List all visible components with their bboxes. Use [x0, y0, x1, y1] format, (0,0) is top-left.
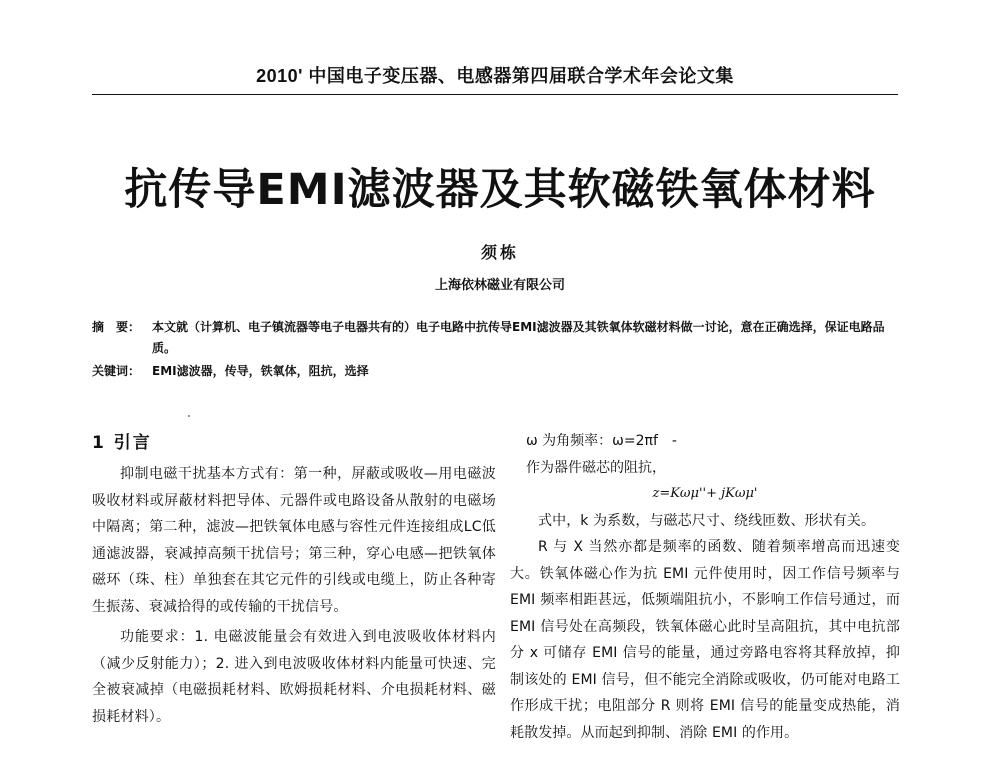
keywords-text: EMI滤波器，传导，铁氧体，阻抗，选择 [152, 364, 369, 378]
section-heading: 1 引言 [92, 433, 152, 453]
impedance-intro: 作为器件磁芯的阻抗， [526, 459, 666, 476]
right-column [510, 428, 900, 746]
paper-title: 抗传导EMI滤波器及其软磁铁氧体材料 [124, 165, 876, 215]
body-paragraph: 功能要求：1. 电磁波能量会有效进入到电波吸收体材料内（减少反射能力）；2. 进入到电波吸收体材料内能量可快速、完全被衰减掉（电磁损耗材料、欧姆损耗材料、介电损耗材料、磁损耗材料）。 [92, 629, 496, 725]
body-paragraph: 抑制电磁干扰基本方式有：第一种，屏蔽或吸收—用电磁波吸收材料或屏蔽材料把导体、元器件或电路设备从散射的电磁场中隔离；第二种，滤波—把铁氧体电感与容性元件连接组成LC低通滤波器，衰减掉高频干扰信号；第三种，穿心电感—把铁氧体磁环（珠、柱）单独套在其它元件的引线或电缆上，防止各种寄生振荡、衰减拾得的或传输的干扰信号。 [92, 466, 496, 615]
omega-definition: ω 为角频率：ω=2πf - [526, 433, 677, 449]
body-paragraph: R 与 X 当然亦都是频率的函数、随着频率增高而迅速变大。铁氧体磁心作为抗 EMI 元件使用时，因工作信号频率与 EMI 频率相距甚远，低频端阻抗小，不影响工作信号通过，而 EMI 信号处在高频段，铁氧体磁心此时呈高阻抗，其中电抗部分 x 可储存 EMI 信号的能量，通过旁路电容将其释放掉，抑制该处的 EMI 信号，但不能完全消除或吸收，仍可能对电路工作形成干扰；电阻部分 R 则将 EMI 信号的能量变成热能，消耗散发掉。从而起到抑制、消除 EMI 的作用。 [510, 539, 900, 741]
impedance-formula: z=Kωμ''+ jKωμ' [652, 486, 758, 501]
header-rule [92, 94, 898, 95]
keywords-label: 关键词： [92, 364, 141, 378]
author-affiliation: 上海依林磁业有限公司 [434, 278, 565, 293]
running-head: 2010' 中国电子变压器、电感器第四届联合学术年会论文集 [256, 66, 734, 86]
abstract-label: 摘 要： [92, 320, 141, 334]
left-column [92, 428, 496, 734]
abstract-text: 本文就（计算机、电子镇流器等电子电器共有的）电子电路中抗传导EMI滤波器及其铁氧体软磁材料做一讨论，意在正确选择，保证电路品质。 [152, 320, 885, 355]
body-paragraph: 式中，k 为系数，与磁芯尺寸、绕线匝数、形状有关。 [538, 512, 876, 529]
stray-dot [188, 415, 190, 417]
author-name: 须栋 [480, 243, 519, 262]
